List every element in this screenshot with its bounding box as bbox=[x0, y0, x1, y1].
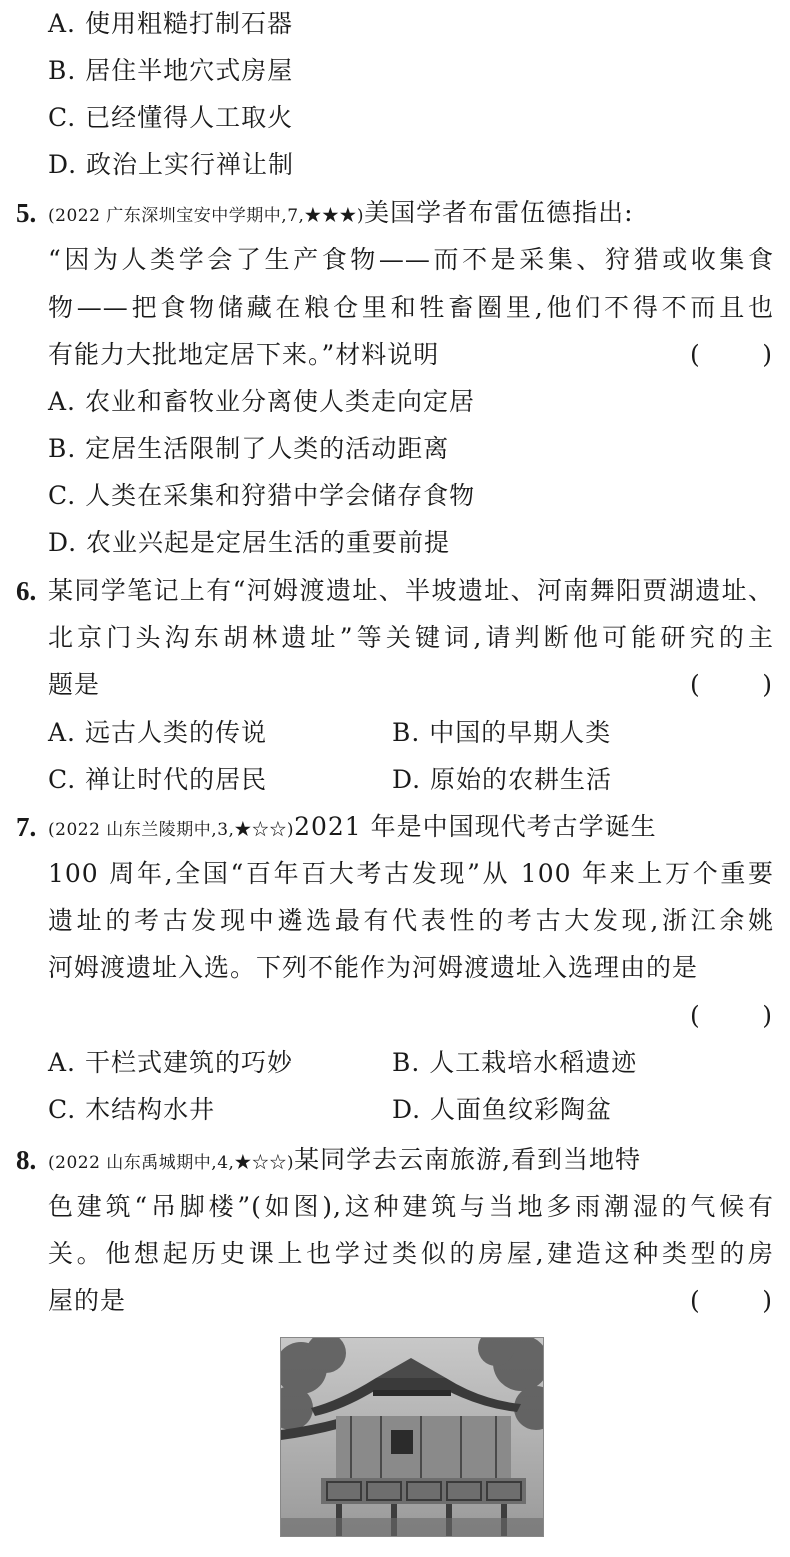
q4-option-d: D. 政治上实行禅让制 bbox=[48, 150, 295, 179]
stilt-house-photo bbox=[280, 1337, 544, 1537]
q6-answer-paren[interactable] bbox=[690, 661, 772, 709]
q6-option-d: D. 原始的农耕生活 bbox=[392, 765, 613, 794]
q8-line-4: 屋的是 bbox=[48, 1286, 127, 1315]
q5-option-d: D. 农业兴起是定居生活的重要前提 bbox=[48, 528, 451, 557]
q7-option-c: C. 木结构水井 bbox=[48, 1095, 216, 1124]
q6-line-3: 题是 bbox=[48, 670, 101, 699]
q8-number: 8. bbox=[16, 1145, 37, 1175]
q7-line-3: 遗址的考古发现中遴选最有代表性的考古大发现,浙江余姚 bbox=[48, 906, 774, 935]
q5-line-4: 有能力大批地定居下来。”材料说明 bbox=[48, 340, 440, 369]
q5-line-2: “因为人类学会了生产食物——而不是采集、狩猎或收集食 bbox=[48, 245, 774, 274]
q6-option-c: C. 禅让时代的居民 bbox=[48, 765, 268, 794]
paren-open: ( bbox=[690, 1286, 700, 1315]
paren-close: ) bbox=[762, 340, 772, 369]
q6-option-b: B. 中国的早期人类 bbox=[392, 718, 612, 747]
q8-text-1: 某同学去云南旅游,看到当地特 bbox=[294, 1145, 642, 1174]
q5-line-3: 物——把食物储藏在粮仓里和牲畜圈里,他们不得不而且也 bbox=[48, 293, 774, 322]
q7-line-2: 100 周年,全国“百年百大考古发现”从 100 年来上万个重要 bbox=[48, 859, 774, 888]
q5-option-a: A. 农业和畜牧业分离使人类走向定居 bbox=[48, 387, 475, 416]
q7-line-4: 河姆渡遗址入选。下列不能作为河姆渡遗址入选理由的是 bbox=[48, 953, 699, 982]
q5-text-1: 美国学者布雷伍德指出: bbox=[364, 198, 634, 227]
stilt-house-illustration bbox=[281, 1338, 543, 1536]
q4-option-b: B. 居住半地穴式房屋 bbox=[48, 56, 294, 85]
q5-answer-paren[interactable] bbox=[690, 331, 772, 379]
q8-line-1 bbox=[48, 1136, 774, 1184]
q7-line-1 bbox=[48, 803, 774, 851]
q8-line-3: 关。他想起历史课上也学过类似的房屋,建造这种类型的房 bbox=[48, 1239, 774, 1268]
q6-number: 6. bbox=[16, 576, 37, 606]
q8-source: (2022 山东禹城期中,4,★☆☆) bbox=[48, 1153, 295, 1173]
q7-answer-paren[interactable] bbox=[690, 992, 772, 1040]
q6-line-2: 北京门头沟东胡林遗址”等关键词,请判断他可能研究的主 bbox=[48, 623, 774, 652]
paren-open: ( bbox=[690, 340, 700, 369]
paren-open: ( bbox=[690, 670, 700, 699]
q7-option-a: A. 干栏式建筑的巧妙 bbox=[48, 1048, 293, 1077]
q8-line-2: 色建筑“吊脚楼”(如图),这种建筑与当地多雨潮湿的气候有 bbox=[48, 1192, 774, 1221]
q7-option-b: B. 人工栽培水稻遗迹 bbox=[392, 1048, 638, 1077]
q5-option-b: B. 定居生活限制了人类的活动距离 bbox=[48, 434, 450, 463]
q5-line-1 bbox=[48, 189, 774, 237]
q5-number: 5. bbox=[16, 198, 37, 228]
q7-source: (2022 山东兰陵期中,3,★☆☆) bbox=[48, 820, 295, 840]
q7-option-d: D. 人面鱼纹彩陶盆 bbox=[392, 1095, 613, 1124]
q6-line-1: 某同学笔记上有“河姆渡遗址、半坡遗址、河南舞阳贾湖遗址、 bbox=[48, 576, 774, 605]
q7-text-1: 2021 年是中国现代考古学诞生 bbox=[294, 812, 657, 841]
q7-number: 7. bbox=[16, 812, 37, 842]
paren-open: ( bbox=[690, 1001, 700, 1030]
q5-option-c: C. 人类在采集和狩猎中学会储存食物 bbox=[48, 481, 476, 510]
q4-option-c: C. 已经懂得人工取火 bbox=[48, 103, 294, 132]
q8-answer-paren[interactable] bbox=[690, 1277, 772, 1325]
paren-close: ) bbox=[762, 1001, 772, 1030]
q4-option-a: A. 使用粗糙打制石器 bbox=[48, 9, 293, 38]
paren-close: ) bbox=[762, 670, 772, 699]
paren-close: ) bbox=[762, 1286, 772, 1315]
q5-source: (2022 广东深圳宝安中学期中,7,★★★) bbox=[48, 206, 365, 226]
q6-option-a: A. 远古人类的传说 bbox=[48, 718, 267, 747]
